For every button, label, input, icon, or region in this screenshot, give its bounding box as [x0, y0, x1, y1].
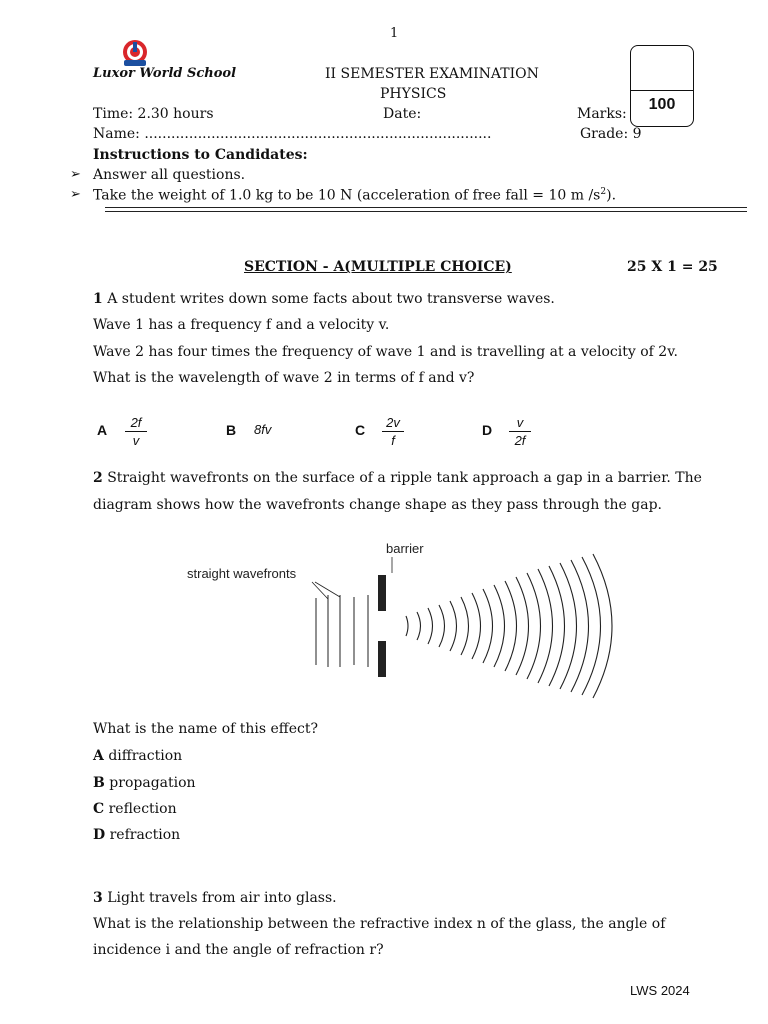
section-title: SECTION - A(MULTIPLE CHOICE): [244, 259, 512, 275]
fraction-bar: [382, 431, 404, 432]
instruction-item-2: [93, 187, 616, 204]
q3-line-3: incidence i and the angle of refraction r?: [93, 942, 384, 958]
q1-option-c-denominator: f: [391, 433, 395, 448]
label-straight-wavefronts: straight wavefronts: [187, 566, 297, 581]
diffracted-wavefront: [417, 612, 421, 640]
diffracted-wavefront: [494, 585, 505, 667]
header-rule-top: [105, 207, 747, 208]
barrier-bottom: [378, 641, 386, 677]
date-field: Date:: [383, 106, 422, 122]
q1-option-d-letter: D: [482, 422, 493, 438]
q2-number: 2: [93, 470, 103, 486]
grade-field: Grade: 9: [580, 126, 642, 142]
header-rule-bottom: [105, 211, 747, 212]
time-field: Time: 2.30 hours: [93, 106, 214, 122]
q3-line-2: What is the relationship between the refractive index n of the glass, the angle of: [93, 916, 666, 932]
diffracted-wavefront: [505, 581, 517, 671]
instruction-item-2-text: Take the weight of 1.0 kg to be 10 N (acceleration of free fall = 10 m /s: [93, 187, 601, 204]
q2-option-c: [93, 801, 177, 817]
q2-line-2: diagram shows how the wavefronts change shape as they pass through the gap.: [93, 497, 662, 513]
q2-option-c-text: reflection: [108, 801, 177, 817]
q1-line-1: [93, 291, 555, 307]
q2-option-d-text: refraction: [109, 827, 181, 843]
q2-option-a-text: diffraction: [108, 748, 183, 764]
q1-option-a-letter: A: [97, 422, 108, 438]
q2-question: What is the name of this effect?: [93, 721, 318, 737]
diffracted-wavefront: [428, 608, 433, 644]
school-name: Luxor World School: [93, 66, 237, 81]
q1-line-3: Wave 2 has four times the frequency of wave 1 and is travelling at a velocity of 2v.: [93, 344, 678, 360]
q1-text: A student writes down some facts about two transverse waves.: [107, 291, 555, 307]
q2-option-a: [93, 748, 182, 764]
bullet-arrow-icon: ➢: [70, 187, 81, 202]
q1-line-2: Wave 1 has a frequency f and a velocity v.: [93, 317, 390, 333]
q1-option-c-numerator: 2v: [386, 415, 400, 430]
q1-line-4: What is the wavelength of wave 2 in terms of f and v?: [93, 370, 475, 386]
q1-option-b-letter: B: [226, 422, 237, 438]
diffracted-wavefront: [571, 560, 589, 692]
name-field: Name: ..............................................................................: [93, 126, 492, 142]
instruction-item-2-exponent: 2: [600, 187, 607, 197]
q1-option-a-fraction: [125, 415, 147, 448]
label-barrier: barrier: [386, 541, 424, 556]
diffracted-wavefront: [406, 616, 408, 636]
diffracted-wavefront: [439, 605, 445, 647]
diffracted-wavefront: [516, 577, 529, 675]
q2-option-b: [93, 775, 196, 791]
marks-label: Marks:: [577, 106, 627, 122]
diffraction-diagram: [175, 535, 635, 705]
q2-option-d: [93, 827, 180, 843]
q1-option-c-letter: C: [355, 422, 366, 438]
diffracted-wavefront: [483, 589, 493, 663]
barrier-top: [378, 575, 386, 611]
q2-option-d-letter: D: [93, 827, 106, 843]
bullet-arrow-icon: ➢: [70, 167, 81, 182]
q1-option-a-numerator: 2f: [130, 415, 142, 430]
diffracted-wavefronts: [406, 554, 612, 698]
q3-number: 3: [93, 890, 103, 906]
diffracted-wavefront: [461, 597, 469, 655]
q2-option-b-letter: B: [93, 775, 105, 791]
q2-text: Straight wavefronts on the surface of a ripple tank approach a gap in a barrier. The: [107, 470, 702, 486]
q2-option-a-letter: A: [93, 748, 104, 764]
marks-box: [630, 45, 694, 127]
q1-option-d-denominator: 2f: [514, 433, 526, 448]
q1-option-b-text: 8fv: [254, 422, 272, 437]
q1-number: 1: [93, 291, 103, 307]
diffracted-wavefront: [593, 554, 612, 698]
footer-label: LWS 2024: [630, 983, 690, 998]
diffracted-wavefront: [582, 557, 601, 695]
marks-value: 100: [648, 96, 676, 113]
fraction-bar: [125, 431, 147, 432]
page-number: 1: [390, 26, 399, 41]
subject-title: PHYSICS: [380, 86, 447, 102]
diffracted-wavefront: [472, 593, 481, 659]
diffracted-wavefront: [450, 601, 457, 651]
q2-line-1: [93, 470, 702, 486]
instructions-heading: Instructions to Candidates:: [93, 147, 308, 163]
diffracted-wavefront: [560, 563, 577, 689]
exam-title: II SEMESTER EXAMINATION: [325, 66, 539, 82]
q2-option-c-letter: C: [93, 801, 105, 817]
marks-box-divider: [631, 90, 693, 91]
q3-line-1: [93, 890, 337, 906]
q3-text: Light travels from air into glass.: [107, 890, 337, 906]
q1-option-d-numerator: v: [516, 415, 524, 430]
q2-option-b-text: propagation: [109, 775, 196, 791]
q1-option-d-fraction: [509, 415, 531, 448]
instruction-item-1: Answer all questions.: [93, 167, 246, 183]
q1-option-c-fraction: [382, 415, 404, 448]
diffracted-wavefront: [549, 566, 565, 686]
q1-option-a-denominator: v: [132, 433, 140, 448]
instruction-item-2-end: ).: [606, 187, 617, 204]
fraction-bar: [509, 431, 531, 432]
section-marks: 25 X 1 = 25: [627, 259, 718, 275]
